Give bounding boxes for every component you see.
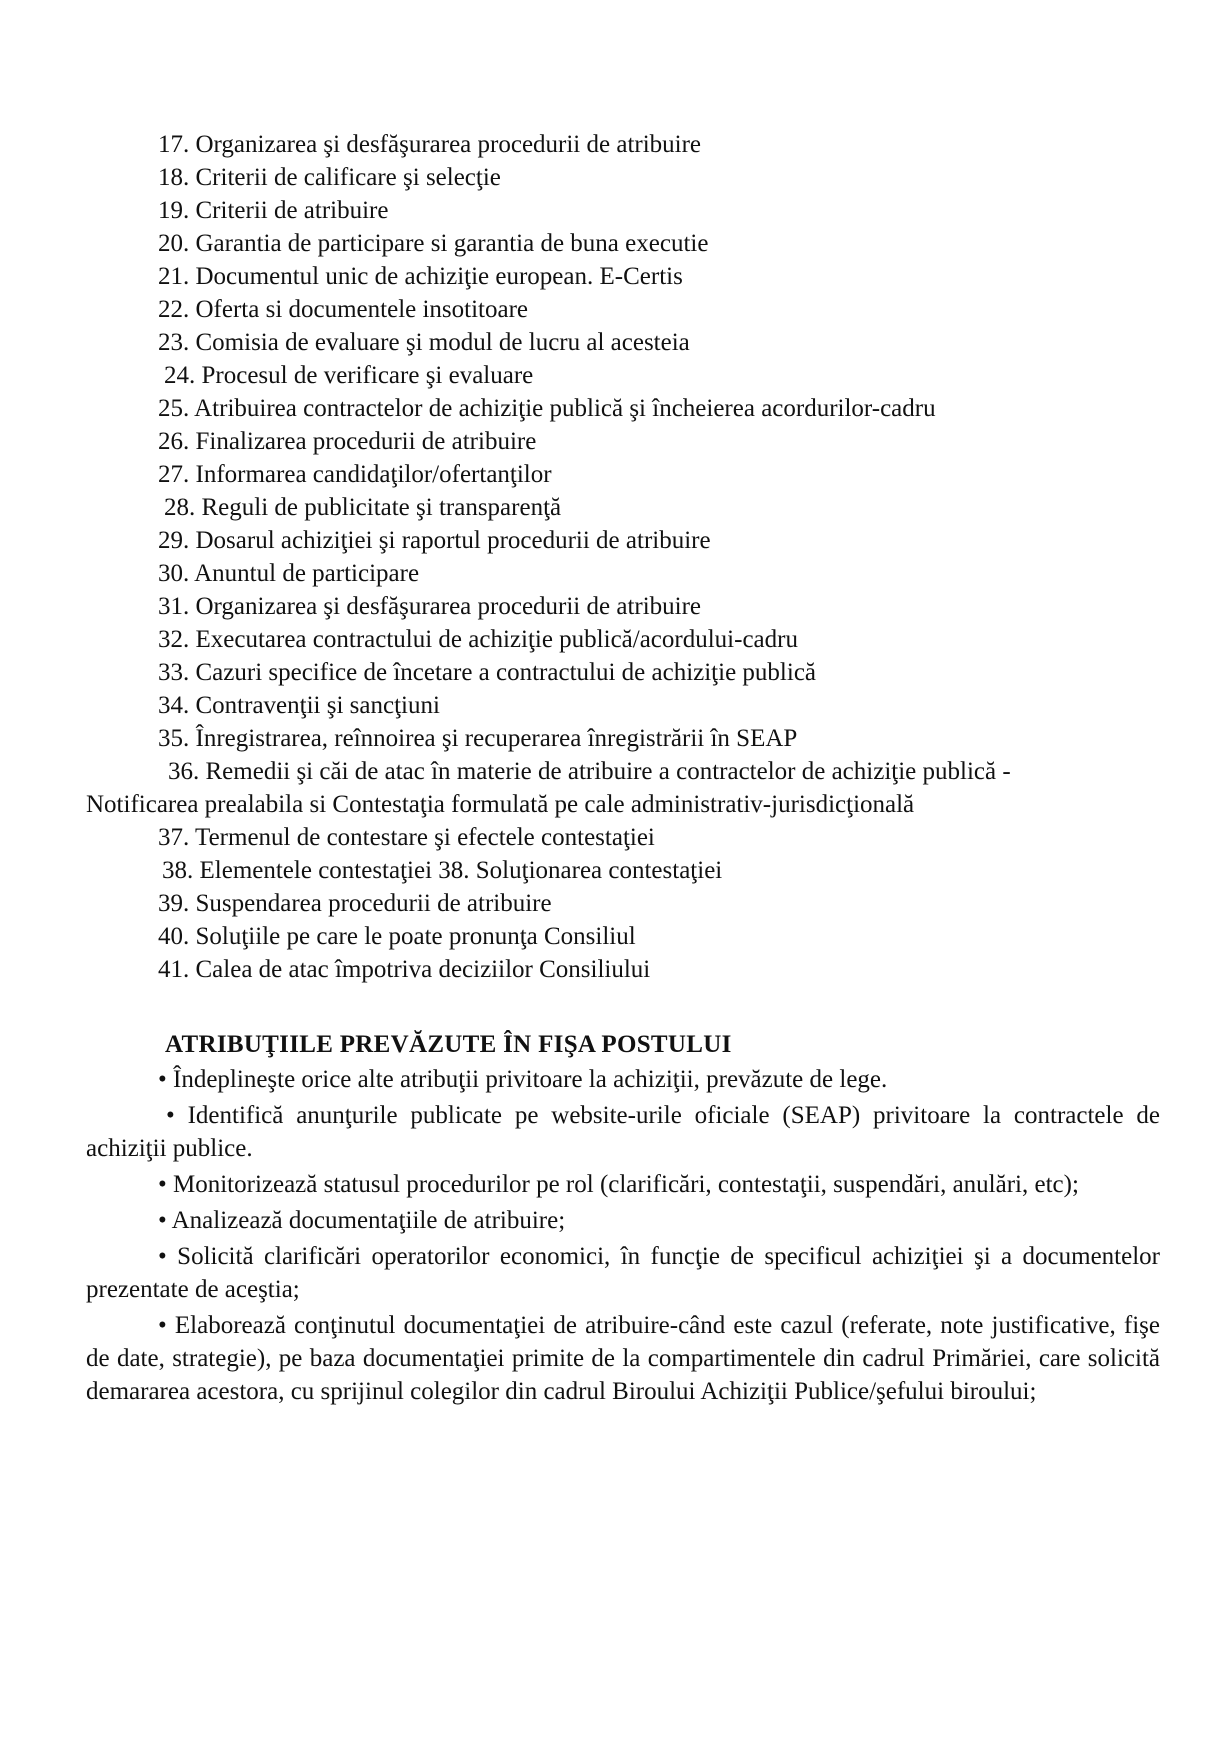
duties-list (86, 1063, 1160, 1411)
list-item: 37. Termenul de contestare şi efectele contestaţiei (158, 824, 655, 851)
list-item: 32. Executarea contractului de achiziţie publică/acordului-cadru (158, 626, 798, 653)
list-item: 17. Organizarea şi desfăşurarea procedurii de atribuire (158, 131, 702, 158)
list-item: 35. Înregistrarea, reînnoirea şi recuperarea înregistrării în SEAP (158, 725, 798, 752)
list-item-36-line1: 36. Remedii şi căi de atac în materie de atribuire a contractelor de achiziţie publică - (168, 758, 1011, 785)
list-item: 40. Soluţiile pe care le poate pronunţa Consiliul (158, 923, 636, 950)
list-item: 28. Reguli de publicitate şi transparenţă (164, 494, 562, 521)
list-item: 30. Anuntul de participare (158, 560, 420, 587)
list-item: 23. Comisia de evaluare şi modul de lucru al acesteia (158, 329, 690, 356)
list-item: 34. Contravenţii şi sancţiuni (158, 692, 440, 719)
list-item-36-line2: Notificarea prealabila si Contestaţia formulată pe cale administrativ-jurisdicţională (86, 791, 915, 818)
list-item: 19. Criterii de atribuire (158, 197, 389, 224)
duty-item: • Analizează documentaţiile de atribuire; (158, 1207, 566, 1234)
list-item: 22. Oferta si documentele insotitoare (158, 296, 529, 323)
duty-item: • Monitorizează statusul procedurilor pe rol (clarificări, contestaţii, suspendări, anulări, etc); (158, 1171, 1079, 1198)
list-item: 38. Elementele contestaţiei 38. Soluţionarea contestaţiei (162, 857, 723, 884)
list-item: 20. Garantia de participare si garantia de buna executie (158, 230, 709, 257)
topics-list (86, 130, 1158, 988)
list-item: 29. Dosarul achiziţiei şi raportul procedurii de atribuire (158, 527, 711, 554)
list-item: 27. Informarea candidaţilor/ofertanţilor (158, 461, 552, 488)
duty-item: • Solicită clarificări operatorilor economici, în funcţie de specificul achiziţiei şi a documentelor prezentate de aceştia; (86, 1243, 1160, 1303)
list-item: 33. Cazuri specifice de încetare a contractului de achiziţie publică (158, 659, 817, 686)
list-item: 24. Procesul de verificare şi evaluare (164, 362, 534, 389)
duty-item: • Elaborează conţinutul documentaţiei de atribuire-când este cazul (referate, note justificative, fişe de date, strategie), pe baza documentaţiei primite de la compartimentele din cadrul Primăriei, care solicită demararea acestora, cu sprijinul colegilor din cadrul Biroului Achiziţii Publice/şefului biroului; (86, 1312, 1160, 1405)
list-item: 21. Documentul unic de achiziţie european. E-Certis (158, 263, 683, 290)
list-item: 31. Organizarea şi desfăşurarea procedurii de atribuire (158, 593, 702, 620)
list-item: 18. Criterii de calificare şi selecţie (158, 164, 501, 191)
duty-item: • Îndeplineşte orice alte atribuţii privitoare la achiziţii, prevăzute de lege. (158, 1066, 888, 1093)
duty-item: • Identifică anunţurile publicate pe website-urile oficiale (SEAP) privitoare la contractele de achiziţii publice. (86, 1102, 1160, 1162)
list-item: 39. Suspendarea procedurii de atribuire (158, 890, 552, 917)
list-item: 41. Calea de atac împotriva deciziilor Consiliului (158, 956, 651, 983)
list-item: 26. Finalizarea procedurii de atribuire (158, 428, 537, 455)
section-title: ATRIBUŢIILE PREVĂZUTE ÎN FIŞA POSTULUI (165, 1031, 732, 1058)
list-item: 25. Atribuirea contractelor de achiziţie publică şi încheierea acordurilor-cadru (158, 395, 936, 422)
